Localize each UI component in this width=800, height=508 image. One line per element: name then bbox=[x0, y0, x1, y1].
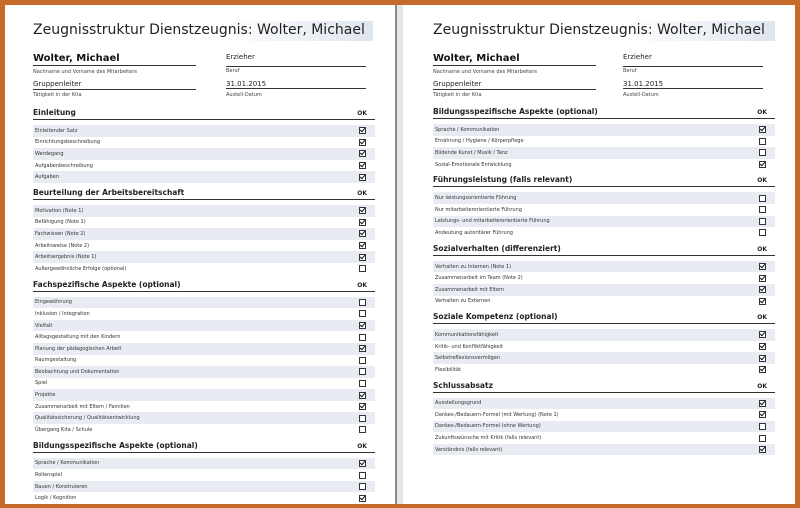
checklist-label: Einleitender Satz bbox=[35, 127, 78, 134]
unchecked-checkbox[interactable] bbox=[759, 195, 766, 202]
checked-checkbox[interactable] bbox=[759, 298, 766, 305]
ok-column-label: OK bbox=[357, 189, 367, 197]
unchecked-checkbox[interactable] bbox=[759, 423, 766, 430]
unchecked-checkbox[interactable] bbox=[359, 472, 366, 479]
unchecked-checkbox[interactable] bbox=[359, 334, 366, 341]
checklist-label: Eingewöhnung bbox=[35, 299, 72, 306]
checklist-label: Sprache / Kommunikation bbox=[435, 126, 500, 133]
unchecked-checkbox[interactable] bbox=[359, 415, 366, 422]
checklist-label: Bauen / Konstruieren bbox=[35, 483, 88, 490]
checklist-label: Sprache / Kommunikation bbox=[35, 460, 100, 467]
checked-checkbox[interactable] bbox=[359, 230, 366, 237]
checklist-label: Aufgabenbeschreibung bbox=[35, 162, 93, 169]
checked-checkbox[interactable] bbox=[759, 275, 766, 282]
checklist-row bbox=[33, 366, 375, 378]
checklist-row bbox=[33, 481, 375, 493]
checklist-label: Dankes-/Bedauern-Formel (mit Wertung) (Note 1) bbox=[435, 411, 559, 418]
sections-left bbox=[33, 103, 375, 504]
checklist-row bbox=[433, 398, 775, 410]
checklist-row bbox=[33, 137, 375, 149]
checklist-label: Zusammenarbeit im Team (Note 2) bbox=[435, 275, 523, 282]
unchecked-checkbox[interactable] bbox=[359, 265, 366, 272]
checklist-label: Dankes-/Bedauern-Formel (ohne Wertung) bbox=[435, 423, 541, 430]
checklist-label: Nur mitarbeiterorientierte Führung bbox=[435, 206, 522, 213]
checklist-label: Verhalten zu Externen bbox=[435, 298, 491, 305]
checklist-row bbox=[33, 424, 375, 436]
checklist-label: Bildende Kunst / Musik / Tanz bbox=[435, 149, 508, 156]
checklist-row bbox=[433, 147, 775, 159]
checklist-row bbox=[433, 192, 775, 204]
checklist-row bbox=[433, 284, 775, 296]
section-title: Fachspezifische Aspekte (optional) bbox=[33, 279, 181, 289]
section-title: Führungsleistung (falls relevant) bbox=[433, 175, 573, 185]
checklist-row bbox=[433, 204, 775, 216]
unchecked-checkbox[interactable] bbox=[359, 299, 366, 306]
left-page bbox=[5, 5, 397, 504]
unchecked-checkbox[interactable] bbox=[759, 218, 766, 225]
employee-name-label: Nachname und Vorname des Mitarbeiters bbox=[433, 69, 537, 75]
checklist-label: Fachwissen (Note 2) bbox=[35, 230, 86, 237]
ok-column-label: OK bbox=[357, 110, 367, 117]
employee-name: Wolter, Michael bbox=[433, 53, 596, 66]
checked-checkbox[interactable] bbox=[359, 392, 366, 399]
checklist-label: Raumgestaltung bbox=[35, 357, 77, 364]
checked-checkbox[interactable] bbox=[759, 366, 766, 373]
checklist-row bbox=[33, 378, 375, 390]
employee-date: 31.01.2015 bbox=[623, 80, 763, 89]
checklist-row bbox=[33, 240, 375, 252]
checklist-label: Motivation (Note 1) bbox=[35, 207, 84, 214]
checklist-row bbox=[33, 401, 375, 413]
employee-job-label: Beruf bbox=[226, 66, 366, 74]
sections-right bbox=[433, 102, 775, 455]
checklist-row bbox=[33, 492, 375, 504]
checklist-label: Einrichtungsbeschreibung bbox=[35, 139, 101, 146]
checked-checkbox[interactable] bbox=[359, 162, 366, 169]
checked-checkbox[interactable] bbox=[359, 345, 366, 352]
section-header bbox=[433, 239, 775, 256]
checklist-row bbox=[33, 217, 375, 229]
checklist-label: Andeutung autoritärer Führung bbox=[435, 229, 513, 236]
checklist-row bbox=[33, 125, 375, 137]
checklist-label: Vielfalt bbox=[35, 322, 53, 329]
employee-job: Erzieher bbox=[623, 53, 652, 61]
checked-checkbox[interactable] bbox=[359, 403, 366, 410]
checklist-row bbox=[433, 409, 775, 421]
checklist-label: Kritik- und Konfliktfähigkeit bbox=[435, 343, 503, 350]
unchecked-checkbox[interactable] bbox=[359, 483, 366, 490]
section-title: Beurteilung der Arbeitsbereitschaft bbox=[33, 187, 185, 197]
checked-checkbox[interactable] bbox=[759, 286, 766, 293]
ok-column-label: OK bbox=[757, 109, 767, 116]
checked-checkbox[interactable] bbox=[759, 411, 766, 418]
checklist-row bbox=[33, 389, 375, 401]
checklist-row bbox=[33, 343, 375, 355]
employee-position: Gruppenleiter bbox=[33, 80, 196, 90]
unchecked-checkbox[interactable] bbox=[759, 149, 766, 156]
checklist-label: Kommunikationsfähigkeit bbox=[435, 331, 499, 338]
employee-position-label: Tätigkeit in der Kita bbox=[433, 92, 482, 98]
ok-column-label: OK bbox=[757, 314, 767, 322]
section-header bbox=[33, 183, 375, 200]
checklist-row bbox=[33, 228, 375, 240]
checklist-row bbox=[433, 364, 775, 376]
checklist-label: Übergang Kita / Schule bbox=[35, 426, 93, 433]
checklist-row bbox=[433, 432, 775, 444]
checklist-row bbox=[33, 297, 375, 309]
checked-checkbox[interactable] bbox=[359, 460, 366, 467]
checklist-label: Beobachtung und Dokumentation bbox=[35, 368, 120, 375]
section-header bbox=[433, 376, 775, 393]
checked-checkbox[interactable] bbox=[359, 322, 366, 329]
checklist-row bbox=[33, 355, 375, 367]
employee-job-label: Beruf bbox=[623, 66, 763, 74]
unchecked-checkbox[interactable] bbox=[359, 426, 366, 433]
checked-checkbox[interactable] bbox=[759, 263, 766, 270]
checklist-label: Qualitätssicherung / Qualitätsentwicklung bbox=[35, 415, 140, 422]
section-title: Einleitung bbox=[33, 108, 76, 117]
checklist-label: Flexibilität bbox=[435, 366, 461, 373]
employee-position: Gruppenleiter bbox=[433, 80, 596, 90]
employee-position-label: Tätigkeit in der Kita bbox=[33, 92, 82, 98]
employee-job: Erzieher bbox=[226, 53, 255, 61]
section-header bbox=[33, 436, 375, 453]
checklist-label: Ernährung / Hygiene / Körperpflege bbox=[435, 138, 524, 145]
checked-checkbox[interactable] bbox=[759, 331, 766, 338]
checklist-label: Befähigung (Note 1) bbox=[35, 219, 86, 226]
checklist-row bbox=[433, 444, 775, 456]
checklist-label: Arbeitsergebnis (Note 1) bbox=[35, 254, 97, 261]
checklist-label: Projekte bbox=[35, 392, 56, 399]
employee-header bbox=[433, 53, 773, 109]
checklist-row bbox=[33, 263, 375, 275]
checklist-label: Planung der pädagogischen Arbeit bbox=[35, 345, 122, 352]
page-title: Zeugnisstruktur Dienstzeugnis: Wolter, Michael bbox=[433, 21, 775, 41]
ok-column-label: OK bbox=[757, 382, 767, 390]
checklist-label: Ausstellungsgrund bbox=[435, 400, 482, 407]
checklist-row bbox=[33, 331, 375, 343]
checklist-row bbox=[33, 148, 375, 160]
checklist-label: Verständnis (falls relevant) bbox=[435, 446, 503, 453]
checklist-row bbox=[433, 272, 775, 284]
unchecked-checkbox[interactable] bbox=[359, 380, 366, 387]
checklist-row bbox=[33, 320, 375, 332]
section-title: Soziale Kompetenz (optional) bbox=[433, 312, 558, 322]
unchecked-checkbox[interactable] bbox=[759, 229, 766, 236]
checklist-row bbox=[33, 458, 375, 470]
checklist-label: Aufgaben bbox=[35, 174, 60, 181]
checked-checkbox[interactable] bbox=[359, 495, 366, 502]
ok-column-label: OK bbox=[757, 245, 767, 253]
section-header bbox=[33, 275, 375, 292]
unchecked-checkbox[interactable] bbox=[759, 435, 766, 442]
ok-column-label: OK bbox=[357, 281, 367, 289]
checklist-row bbox=[33, 171, 375, 183]
checklist-label: Leistungs- und mitarbeiterorientierte Führung bbox=[435, 218, 550, 225]
checklist-row bbox=[433, 136, 775, 148]
checked-checkbox[interactable] bbox=[359, 207, 366, 214]
checked-checkbox[interactable] bbox=[359, 242, 366, 249]
employee-header bbox=[33, 53, 373, 109]
checklist-label: Inklusion / Integration bbox=[35, 310, 90, 317]
checked-checkbox[interactable] bbox=[359, 219, 366, 226]
employee-name: Wolter, Michael bbox=[33, 53, 196, 66]
checklist-label: Sozial-Emotionale Entwicklung bbox=[435, 161, 512, 168]
checklist-label: Zukunftswünsche mit Kritik (falls relevant) bbox=[435, 435, 542, 442]
checklist-row bbox=[433, 296, 775, 308]
checklist-label: Zusammenarbeit mit Eltern bbox=[435, 286, 505, 293]
checklist-row bbox=[33, 308, 375, 320]
checklist-label: Rollenspiel bbox=[35, 472, 62, 479]
right-page bbox=[403, 5, 795, 504]
checked-checkbox[interactable] bbox=[359, 254, 366, 261]
checklist-label: Nur leistungsorientierte Führung bbox=[435, 195, 517, 202]
ok-column-label: OK bbox=[357, 442, 367, 450]
section-header bbox=[433, 170, 775, 187]
section-title: Bildungsspezifische Aspekte (optional) bbox=[433, 107, 598, 116]
checklist-row bbox=[433, 124, 775, 136]
checklist-row bbox=[433, 341, 775, 353]
checked-checkbox[interactable] bbox=[759, 343, 766, 350]
section-title: Bildungsspezifische Aspekte (optional) bbox=[33, 440, 198, 450]
unchecked-checkbox[interactable] bbox=[359, 310, 366, 317]
checked-checkbox[interactable] bbox=[359, 150, 366, 157]
section-title: Sozialverhalten (differenziert) bbox=[433, 243, 561, 253]
checklist-row bbox=[433, 227, 775, 239]
section-header bbox=[33, 103, 375, 120]
checklist-label: Logik / Kognition bbox=[35, 495, 77, 502]
checked-checkbox[interactable] bbox=[759, 161, 766, 168]
checklist-row bbox=[33, 205, 375, 217]
checked-checkbox[interactable] bbox=[759, 126, 766, 133]
checked-checkbox[interactable] bbox=[759, 400, 766, 407]
checklist-row bbox=[33, 160, 375, 172]
checklist-row bbox=[433, 421, 775, 433]
checked-checkbox[interactable] bbox=[359, 139, 366, 146]
ok-column-label: OK bbox=[757, 177, 767, 185]
checked-checkbox[interactable] bbox=[359, 127, 366, 134]
checklist-label: Spiel bbox=[35, 380, 48, 387]
checked-checkbox[interactable] bbox=[359, 174, 366, 181]
page-title: Zeugnisstruktur Dienstzeugnis: Wolter, Michael bbox=[33, 21, 373, 41]
checklist-row bbox=[433, 216, 775, 228]
section-header bbox=[433, 307, 775, 324]
checklist-label: Verhalten zu Internen (Note 1) bbox=[435, 263, 512, 270]
section-header bbox=[433, 102, 775, 119]
unchecked-checkbox[interactable] bbox=[759, 138, 766, 145]
checklist-row bbox=[433, 352, 775, 364]
employee-date-label: Austell-Datum bbox=[623, 92, 659, 98]
checklist-row bbox=[33, 412, 375, 424]
employee-date: 31.01.2015 bbox=[226, 80, 366, 89]
employee-date-label: Austell-Datum bbox=[226, 92, 262, 98]
unchecked-checkbox[interactable] bbox=[359, 368, 366, 375]
checklist-label: Selbstreflexionsvermögen bbox=[435, 355, 501, 362]
employee-name-label: Nachname und Vorname des Mitarbeiters bbox=[33, 69, 137, 75]
checklist-row bbox=[33, 469, 375, 481]
section-title: Schlussabsatz bbox=[433, 380, 493, 390]
checklist-label: Alltagsgestaltung mit den Kindern bbox=[35, 334, 121, 341]
checklist-row bbox=[433, 159, 775, 171]
checklist-label: Zusammenarbeit mit Eltern / Familien bbox=[35, 403, 130, 410]
unchecked-checkbox[interactable] bbox=[359, 357, 366, 364]
checklist-row bbox=[433, 329, 775, 341]
checklist-label: Arbeitsweise (Note 2) bbox=[35, 242, 90, 249]
checklist-row bbox=[33, 251, 375, 263]
checked-checkbox[interactable] bbox=[759, 446, 766, 453]
unchecked-checkbox[interactable] bbox=[759, 206, 766, 213]
checklist-label: Außergewöhnliche Erfolge (optional) bbox=[35, 265, 127, 272]
checked-checkbox[interactable] bbox=[759, 355, 766, 362]
checklist-row bbox=[433, 261, 775, 273]
checklist-label: Werdegang bbox=[35, 150, 64, 157]
